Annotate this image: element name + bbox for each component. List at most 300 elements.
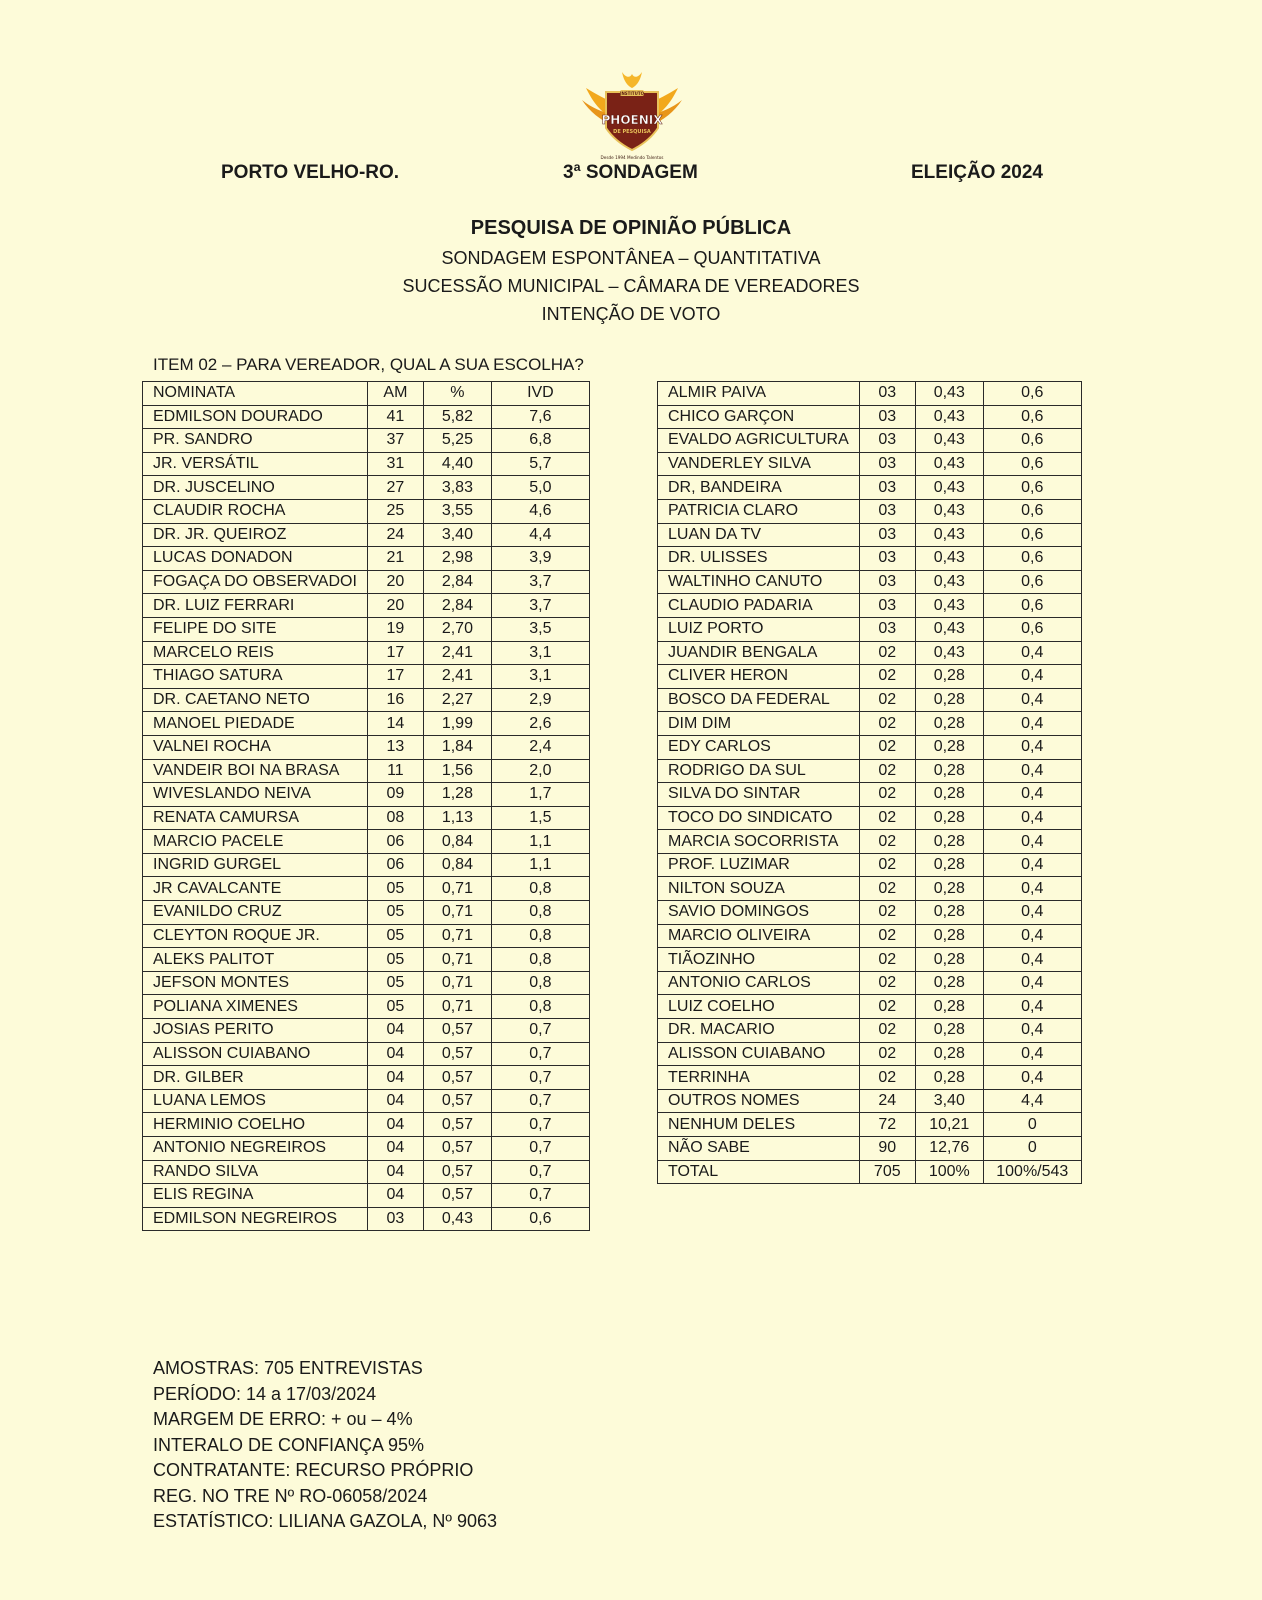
- methodology-footer: [153, 1356, 497, 1535]
- ivd-value: 3,7: [491, 594, 589, 618]
- ivd-value: 0,4: [983, 948, 1081, 972]
- table-row: [658, 924, 1082, 948]
- candidate-name: BOSCO DA FEDERAL: [658, 688, 860, 712]
- ivd-value: 3,1: [491, 665, 589, 689]
- ivd-value: 0,7: [491, 1113, 589, 1137]
- table-row: [658, 617, 1082, 641]
- candidate-name: ANTONIO NEGREIROS: [143, 1137, 368, 1161]
- am-value: 21: [367, 547, 423, 571]
- candidate-name: ALISSON CUIABANO: [143, 1042, 368, 1066]
- candidate-name: SAVIO DOMINGOS: [658, 901, 860, 925]
- am-value: 02: [859, 759, 915, 783]
- ivd-value: 0,4: [983, 853, 1081, 877]
- candidate-name: MANOEL PIEDADE: [143, 712, 368, 736]
- pct-value: 0,28: [915, 735, 983, 759]
- am-value: 02: [859, 1019, 915, 1043]
- ivd-value: 6,8: [491, 429, 589, 453]
- am-value: 41: [367, 405, 423, 429]
- pct-value: 0,28: [915, 1042, 983, 1066]
- am-value: 02: [859, 853, 915, 877]
- pct-value: 1,13: [423, 806, 491, 830]
- candidate-name: VANDEIR BOI NA BRASA: [143, 759, 368, 783]
- candidate-name: DR. GILBER: [143, 1066, 368, 1090]
- pct-value: 0,57: [423, 1089, 491, 1113]
- am-value: 02: [859, 995, 915, 1019]
- candidate-name: NILTON SOUZA: [658, 877, 860, 901]
- pct-value: 0,71: [423, 995, 491, 1019]
- table-row: [143, 641, 590, 665]
- am-value: 02: [859, 830, 915, 854]
- table-row: [658, 570, 1082, 594]
- am-value: 02: [859, 971, 915, 995]
- am-value: 05: [367, 924, 423, 948]
- header-round: 3ª SONDAGEM: [563, 162, 698, 183]
- am-value: 04: [367, 1184, 423, 1208]
- candidate-name: CLAUDIR ROCHA: [143, 499, 368, 523]
- table-row: [143, 1184, 590, 1208]
- candidate-name: RODRIGO DA SUL: [658, 759, 860, 783]
- table-row: [143, 523, 590, 547]
- am-value: 20: [367, 570, 423, 594]
- table-row: [143, 783, 590, 807]
- ivd-value: 3,5: [491, 617, 589, 641]
- am-value: 02: [859, 877, 915, 901]
- candidate-name: OUTROS NOMES: [658, 1089, 860, 1113]
- pct-value: 0,71: [423, 924, 491, 948]
- pct-value: 3,40: [915, 1089, 983, 1113]
- pct-value: 0,43: [915, 476, 983, 500]
- candidate-name: INGRID GURGEL: [143, 853, 368, 877]
- survey-main-title: PESQUISA DE OPINIÃO PÚBLICA: [470, 217, 792, 239]
- pct-value: 10,21: [915, 1113, 983, 1137]
- ivd-value: 5,7: [491, 452, 589, 476]
- am-value: 02: [859, 901, 915, 925]
- ivd-value: 0,4: [983, 783, 1081, 807]
- ivd-value: 1,1: [491, 853, 589, 877]
- ivd-value: 0: [983, 1137, 1081, 1161]
- ivd-value: 0,8: [491, 948, 589, 972]
- table-row: [143, 1042, 590, 1066]
- table-row: [658, 712, 1082, 736]
- ivd-value: 0,4: [983, 924, 1081, 948]
- am-value: 03: [859, 617, 915, 641]
- am-value: 16: [367, 688, 423, 712]
- pct-value: 1,84: [423, 735, 491, 759]
- pct-value: 0,43: [915, 382, 983, 406]
- table-row: [658, 547, 1082, 571]
- ivd-value: 1,1: [491, 830, 589, 854]
- am-value: 04: [367, 1137, 423, 1161]
- ivd-value: 3,9: [491, 547, 589, 571]
- table-row: [658, 523, 1082, 547]
- table-row: [143, 830, 590, 854]
- am-value: 17: [367, 665, 423, 689]
- pct-value: 2,84: [423, 570, 491, 594]
- ivd-value: 0,7: [491, 1042, 589, 1066]
- table-row: [658, 1019, 1082, 1043]
- logo-subtext: DE PESQUISA: [613, 129, 651, 135]
- ivd-value: 0,6: [983, 499, 1081, 523]
- survey-titles: [0, 217, 1262, 328]
- am-value: 72: [859, 1113, 915, 1137]
- ivd-value: 0,4: [983, 712, 1081, 736]
- ivd-value: 0,8: [491, 901, 589, 925]
- am-value: 17: [367, 641, 423, 665]
- pct-value: 0,71: [423, 877, 491, 901]
- candidate-name: JEFSON MONTES: [143, 971, 368, 995]
- ivd-value: 0,4: [983, 901, 1081, 925]
- table-row: [143, 1089, 590, 1113]
- table-row: [658, 806, 1082, 830]
- candidate-name: WIVESLANDO NEIVA: [143, 783, 368, 807]
- question-text: ITEM 02 – PARA VEREADOR, QUAL A SUA ESCOLHA?: [153, 355, 584, 374]
- ivd-value: 0,4: [983, 688, 1081, 712]
- logo-brand: PHOENIX: [601, 113, 663, 127]
- ivd-value: 0,4: [983, 830, 1081, 854]
- table-row: [658, 1113, 1082, 1137]
- am-value: 02: [859, 688, 915, 712]
- am-value: 04: [367, 1042, 423, 1066]
- am-value: 24: [859, 1089, 915, 1113]
- am-value: 27: [367, 476, 423, 500]
- candidate-name: SILVA DO SINTAR: [658, 783, 860, 807]
- survey-subtitle-2: SUCESSÃO MUNICIPAL – CÂMARA DE VEREADORES: [402, 276, 860, 296]
- pct-value: 0,43: [915, 547, 983, 571]
- am-value: 02: [859, 641, 915, 665]
- ivd-value: 0,8: [491, 877, 589, 901]
- ivd-value: 0,4: [983, 735, 1081, 759]
- pct-value: 0,28: [915, 877, 983, 901]
- table-row: [658, 499, 1082, 523]
- votes-table-left: [142, 381, 590, 1231]
- pct-value: 0,71: [423, 948, 491, 972]
- am-value: 05: [367, 901, 423, 925]
- table-row: [143, 806, 590, 830]
- phoenix-emblem-icon: [578, 70, 686, 162]
- pct-value: 4,40: [423, 452, 491, 476]
- ivd-value: 0,4: [983, 759, 1081, 783]
- am-value: 02: [859, 712, 915, 736]
- pct-value: 12,76: [915, 1137, 983, 1161]
- ivd-value: 0,4: [983, 1042, 1081, 1066]
- ivd-value: 0,6: [983, 570, 1081, 594]
- ivd-value: 1,5: [491, 806, 589, 830]
- candidate-name: DR. ULISSES: [658, 547, 860, 571]
- candidate-name: PR. SANDRO: [143, 429, 368, 453]
- pct-value: 0,28: [915, 995, 983, 1019]
- pct-value: 0,28: [915, 1019, 983, 1043]
- ivd-value: 2,0: [491, 759, 589, 783]
- am-value: 03: [859, 476, 915, 500]
- am-value: 02: [859, 806, 915, 830]
- pct-value: 0,28: [915, 830, 983, 854]
- candidate-name: MARCELO REIS: [143, 641, 368, 665]
- pct-value: 5,82: [423, 405, 491, 429]
- table-row: [143, 759, 590, 783]
- table-row: [143, 735, 590, 759]
- am-value: 24: [367, 523, 423, 547]
- ivd-value: 0,7: [491, 1137, 589, 1161]
- table-row: [143, 924, 590, 948]
- pct-value: 2,41: [423, 665, 491, 689]
- pct-value: 0,28: [915, 853, 983, 877]
- pct-value: 0,71: [423, 971, 491, 995]
- pct-value: 0,57: [423, 1184, 491, 1208]
- candidate-name: DR. MACARIO: [658, 1019, 860, 1043]
- footer-line: AMOSTRAS: 705 ENTREVISTAS: [153, 1358, 423, 1378]
- ivd-value: 0,6: [983, 452, 1081, 476]
- ivd-value: 0,8: [491, 995, 589, 1019]
- candidate-name: LUIZ COELHO: [658, 995, 860, 1019]
- candidate-name: POLIANA XIMENES: [143, 995, 368, 1019]
- candidate-name: CLEYTON ROQUE JR.: [143, 924, 368, 948]
- ivd-value: 0,6: [983, 382, 1081, 406]
- table-row: [143, 948, 590, 972]
- ivd-value: 0,4: [983, 1019, 1081, 1043]
- table-row: [658, 1066, 1082, 1090]
- pct-value: 0,28: [915, 1066, 983, 1090]
- ivd-value: 5,0: [491, 476, 589, 500]
- table-row: [143, 877, 590, 901]
- table-row: [658, 382, 1082, 406]
- ivd-value: 2,6: [491, 712, 589, 736]
- candidate-name: HERMINIO COELHO: [143, 1113, 368, 1137]
- table-row: [143, 1019, 590, 1043]
- candidate-name: LUIZ PORTO: [658, 617, 860, 641]
- table-row: [143, 617, 590, 641]
- pct-value: 0,28: [915, 759, 983, 783]
- pct-value: 0,43: [915, 594, 983, 618]
- footer-line: REG. NO TRE Nº RO-06058/2024: [153, 1485, 428, 1506]
- table-row: [658, 1089, 1082, 1113]
- candidate-name: MARCIO OLIVEIRA: [658, 924, 860, 948]
- am-value: 705: [859, 1160, 915, 1184]
- column-header-ivd: IVD: [491, 382, 589, 406]
- am-value: 14: [367, 712, 423, 736]
- ivd-value: 0,7: [491, 1066, 589, 1090]
- ivd-value: 100%/543: [983, 1160, 1081, 1184]
- candidate-name: LUAN DA TV: [658, 523, 860, 547]
- table-row: [143, 429, 590, 453]
- logo-tagline: Desde 1994 Medindo Talentos: [600, 155, 664, 160]
- table-row: [658, 688, 1082, 712]
- table-row: [658, 1160, 1082, 1184]
- table-row: [143, 1066, 590, 1090]
- pct-value: 3,83: [423, 476, 491, 500]
- logo-top-text: INSTITUTO: [619, 91, 645, 96]
- am-value: 05: [367, 877, 423, 901]
- pct-value: 1,99: [423, 712, 491, 736]
- am-value: 02: [859, 735, 915, 759]
- ivd-value: 0,4: [983, 665, 1081, 689]
- ivd-value: 7,6: [491, 405, 589, 429]
- table-row: [658, 405, 1082, 429]
- survey-subtitle-1: SONDAGEM ESPONTÂNEA – QUANTITATIVA: [441, 248, 821, 268]
- table-row: [143, 712, 590, 736]
- candidate-name: CLIVER HERON: [658, 665, 860, 689]
- pct-value: 1,56: [423, 759, 491, 783]
- table-row: [658, 759, 1082, 783]
- ivd-value: 0,7: [491, 1160, 589, 1184]
- am-value: 02: [859, 665, 915, 689]
- am-value: 11: [367, 759, 423, 783]
- am-value: 05: [367, 971, 423, 995]
- pct-value: 3,55: [423, 499, 491, 523]
- candidate-name: FELIPE DO SITE: [143, 617, 368, 641]
- am-value: 04: [367, 1066, 423, 1090]
- am-value: 04: [367, 1113, 423, 1137]
- table-row: [143, 570, 590, 594]
- am-value: 09: [367, 783, 423, 807]
- candidate-name: EDMILSON NEGREIROS: [143, 1207, 368, 1231]
- footer-line: INTERALO DE CONFIANÇA 95%: [153, 1434, 425, 1455]
- pct-value: 0,57: [423, 1113, 491, 1137]
- pct-value: 0,43: [915, 405, 983, 429]
- ivd-value: 3,7: [491, 570, 589, 594]
- candidate-name: EDY CARLOS: [658, 735, 860, 759]
- ivd-value: 0,4: [983, 806, 1081, 830]
- table-header-row: [143, 382, 590, 406]
- candidate-name: PATRICIA CLARO: [658, 499, 860, 523]
- am-value: 02: [859, 924, 915, 948]
- votes-table-right: [657, 381, 1082, 1184]
- table-row: [143, 547, 590, 571]
- ivd-value: 0,4: [983, 995, 1081, 1019]
- am-value: 03: [859, 523, 915, 547]
- pct-value: 2,41: [423, 641, 491, 665]
- ivd-value: 0,4: [983, 641, 1081, 665]
- table-row: [143, 853, 590, 877]
- candidate-name: VANDERLEY SILVA: [658, 452, 860, 476]
- am-value: 05: [367, 948, 423, 972]
- ivd-value: 2,9: [491, 688, 589, 712]
- pct-value: 3,40: [423, 523, 491, 547]
- table-row: [658, 901, 1082, 925]
- pct-value: 2,27: [423, 688, 491, 712]
- ivd-value: 0,8: [491, 924, 589, 948]
- table-row: [143, 995, 590, 1019]
- ivd-value: 0,4: [983, 971, 1081, 995]
- candidate-name: JOSIAS PERITO: [143, 1019, 368, 1043]
- table-row: [143, 1113, 590, 1137]
- table-row: [143, 688, 590, 712]
- candidate-name: FOGAÇA DO OBSERVADOI: [143, 570, 368, 594]
- ivd-value: 0,6: [983, 594, 1081, 618]
- am-value: 03: [859, 594, 915, 618]
- pct-value: 0,43: [915, 570, 983, 594]
- candidate-name: ALISSON CUIABANO: [658, 1042, 860, 1066]
- candidate-name: JUANDIR BENGALA: [658, 641, 860, 665]
- table-row: [658, 971, 1082, 995]
- am-value: 03: [367, 1207, 423, 1231]
- candidate-name: THIAGO SATURA: [143, 665, 368, 689]
- pct-value: 100%: [915, 1160, 983, 1184]
- am-value: 03: [859, 499, 915, 523]
- am-value: 02: [859, 1066, 915, 1090]
- candidate-name: EDMILSON DOURADO: [143, 405, 368, 429]
- table-row: [658, 830, 1082, 854]
- ivd-value: 0: [983, 1113, 1081, 1137]
- pct-value: 0,43: [915, 499, 983, 523]
- footer-line: PERÍODO: 14 a 17/03/2024: [153, 1383, 377, 1404]
- table-row: [658, 594, 1082, 618]
- am-value: 03: [859, 570, 915, 594]
- pct-value: 0,57: [423, 1066, 491, 1090]
- ivd-value: 2,4: [491, 735, 589, 759]
- pct-value: 5,25: [423, 429, 491, 453]
- table-row: [658, 1042, 1082, 1066]
- pct-value: 2,84: [423, 594, 491, 618]
- candidate-name: LUCAS DONADON: [143, 547, 368, 571]
- candidate-name: DR. LUIZ FERRARI: [143, 594, 368, 618]
- am-value: 03: [859, 547, 915, 571]
- ivd-value: 3,1: [491, 641, 589, 665]
- am-value: 90: [859, 1137, 915, 1161]
- table-row: [658, 452, 1082, 476]
- candidate-name: ALEKS PALITOT: [143, 948, 368, 972]
- pct-value: 0,71: [423, 901, 491, 925]
- candidate-name: ELIS REGINA: [143, 1184, 368, 1208]
- table-row: [658, 476, 1082, 500]
- candidate-name: RANDO SILVA: [143, 1160, 368, 1184]
- pct-value: 0,43: [423, 1207, 491, 1231]
- am-value: 06: [367, 830, 423, 854]
- ivd-value: 0,4: [983, 1066, 1081, 1090]
- candidate-name: LUANA LEMOS: [143, 1089, 368, 1113]
- table-row: [143, 594, 590, 618]
- ivd-value: 0,6: [983, 429, 1081, 453]
- ivd-value: 0,7: [491, 1184, 589, 1208]
- candidate-name: DR. JR. QUEIROZ: [143, 523, 368, 547]
- candidate-name: TERRINHA: [658, 1066, 860, 1090]
- pct-value: 0,84: [423, 853, 491, 877]
- footer-line: ESTATÍSTICO: LILIANA GAZOLA, Nº 9063: [153, 1511, 498, 1531]
- ivd-value: 0,6: [983, 523, 1081, 547]
- candidate-name: CLAUDIO PADARIA: [658, 594, 860, 618]
- table-row: [658, 429, 1082, 453]
- table-row: [143, 901, 590, 925]
- ivd-value: 0,6: [983, 547, 1081, 571]
- am-value: 03: [859, 452, 915, 476]
- table-row: [143, 1160, 590, 1184]
- pct-value: 0,28: [915, 806, 983, 830]
- candidate-name: JR. VERSÁTIL: [143, 452, 368, 476]
- candidate-name: NÃO SABE: [658, 1137, 860, 1161]
- pct-value: 0,43: [915, 617, 983, 641]
- candidate-name: TOCO DO SINDICATO: [658, 806, 860, 830]
- ivd-value: 4,6: [491, 499, 589, 523]
- table-row: [143, 405, 590, 429]
- candidate-name: RENATA CAMURSA: [143, 806, 368, 830]
- footer-line: CONTRATANTE: RECURSO PRÓPRIO: [153, 1460, 474, 1480]
- table-row: [658, 877, 1082, 901]
- ivd-value: 0,7: [491, 1019, 589, 1043]
- table-row: [143, 476, 590, 500]
- pct-value: 2,70: [423, 617, 491, 641]
- am-value: 02: [859, 783, 915, 807]
- ivd-value: 0,7: [491, 1089, 589, 1113]
- phoenix-logo: [578, 70, 686, 162]
- am-value: 03: [859, 405, 915, 429]
- pct-value: 0,28: [915, 901, 983, 925]
- table-row: [658, 995, 1082, 1019]
- candidate-name: TIÃOZINHO: [658, 948, 860, 972]
- ivd-value: 1,7: [491, 783, 589, 807]
- pct-value: 0,28: [915, 688, 983, 712]
- ivd-value: 4,4: [491, 523, 589, 547]
- am-value: 19: [367, 617, 423, 641]
- am-value: 13: [367, 735, 423, 759]
